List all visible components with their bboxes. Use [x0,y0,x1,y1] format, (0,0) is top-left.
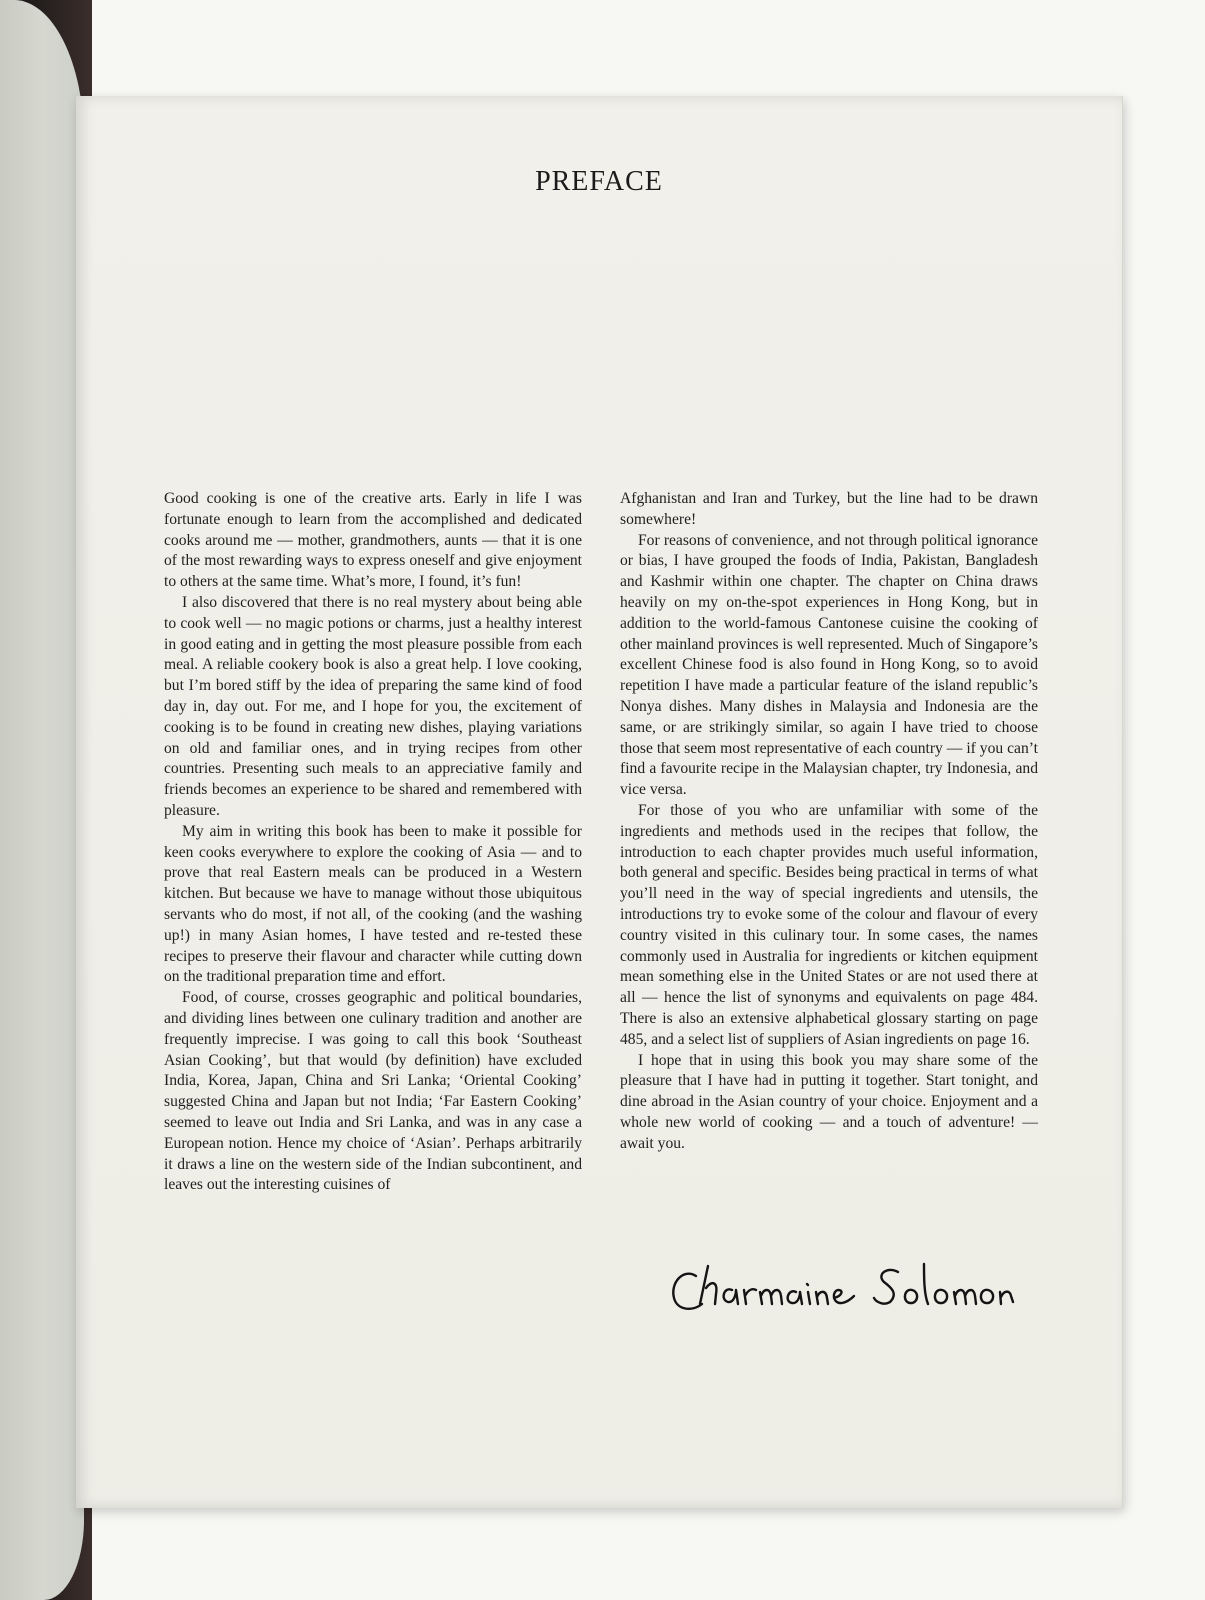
left-column [164,489,582,1196]
paragraph: Afghanistan and Iran and Turkey, but the line had to be drawn somewhere! [620,490,1038,528]
paragraph: Food, of course, crosses geographic and political boundaries, and dividing lines between one culinary tradition and another are frequently imprecise. I was going to call this book ‘Southeast Asian Cooking’, but that would (by definition) have excluded India, Korea, Japan, China and Sri Lanka; ‘Oriental Cooking’ suggested China and Japan but not India; ‘Far Eastern Cooking’ seemed to leave out India and Sri Lanka, and was in any case a European notion. Hence my choice of ‘Asian’. Perhaps arbitrarily it draws a line on the western side of the Indian subcontinent, and leaves out the interesting cuisines of [164,989,582,1194]
book-page [76,96,1123,1508]
paragraph: I hope that in using this book you may share some of the pleasure that I have had in putting it together. Start tonight, and dine abroad in the Asian country of your choice. Enjoyment and a whole new world of cooking — and a touch of adventure! — await you. [620,1051,1038,1152]
handwritten-signature [666,1246,1016,1336]
paragraph: Good cooking is one of the creative arts. Early in life I was fortunate enough to learn from the accomplished and dedicated cooks around me — mother, grandmothers, aunts — that it is one of the most rewarding ways to express oneself and give enjoyment to others at the same time. What’s more, I found, it’s fun! [164,490,582,591]
paragraph: For reasons of convenience, and not through political ignorance or bias, I have grouped the foods of India, Pakistan, Bangladesh and Kashmir within one chapter. The chapter on China draws heavily on my on-the-spot experiences in Hong Kong, but in addition to the world-famous Cantonese cuisine the cooking of other mainland provinces is well represented. Much of Singapore’s excellent Chinese food is also found in Hong Kong, so to avoid repetition I have made a particular feature of the island republic’s Nonya dishes. Many dishes in Malaysia and Indonesia are the same, or are strikingly similar, so again I have tried to choose those that seem most representative of each country — if you can’t find a favourite recipe in the Malaysian chapter, try Indonesia, and vice versa. [620,531,1038,799]
facing-page-edge [0,0,84,1600]
page-title: PREFACE [535,166,663,197]
paragraph: My aim in writing this book has been to make it possible for keen cooks everywhere to explore the cooking of Asia — and to prove that real Eastern meals can be produced in a Western kitchen. But because we have to manage without those ubiquitous servants who do most, if not all, of the cooking (and the washing up!) in many Asian homes, I have tested and re-tested these recipes to preserve their flavour and character while cutting down on the traditional preparation time and effort. [164,822,582,986]
paragraph: I also discovered that there is no real mystery about being able to cook well — no magic potions or charms, just a healthy interest in good eating and in getting the most pleasure possible from each meal. A reliable cookery book is also a great help. I love cooking, but I’m bored stiff by the idea of preparing the same kind of food day in, day out. For me, and I hope for you, the excitement of cooking is to be found in creating new dishes, playing variations on old and familiar ones, and in trying recipes from other countries. Presenting such meals to an appreciative family and friends becomes an experience to be shared and remembered with pleasure. [164,593,582,819]
paragraph: For those of you who are unfamiliar with some of the ingredients and methods used in the recipes that follow, the introduction to each chapter provides much useful information, both general and specific. Besides being practical in terms of what you’ll need in the way of special ingredients and utensils, the introductions try to evoke some of the colour and flavour of every country visited in this culinary tour. In some cases, the names commonly used in Australia for ingredients or kitchen equipment mean something else in the United States or are not used there at all — hence the list of synonyms and equivalents on page 484. There is also an extensive alphabetical glossary starting on page 485, and a select list of suppliers of Asian ingredients on page 16. [620,801,1038,1048]
right-column [620,489,1038,1155]
